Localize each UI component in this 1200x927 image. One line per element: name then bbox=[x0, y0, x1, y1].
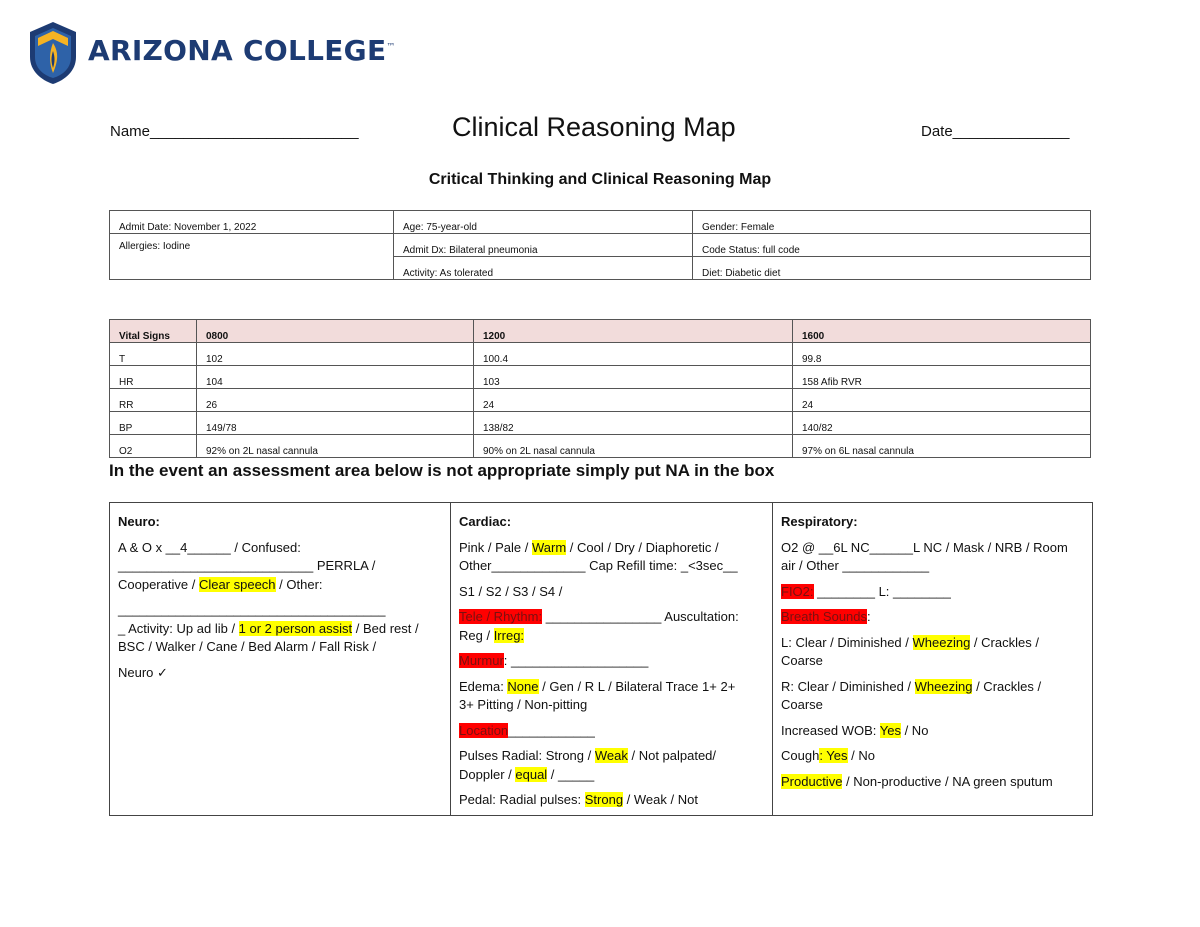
highlight-breath-sounds: Breath Sounds bbox=[781, 609, 868, 624]
vitals-cell: 24 bbox=[474, 389, 793, 412]
vitals-cell: 99.8 bbox=[793, 343, 1091, 366]
vitals-cell: 138/82 bbox=[474, 412, 793, 435]
vitals-cell: HR bbox=[110, 366, 197, 389]
resp-right-lung: R: Clear / Diminished / Wheezing / Crackles / Coarse bbox=[781, 678, 1042, 712]
admit-date: Admit Date: November 1, 2022 bbox=[110, 211, 394, 234]
code-status: Code Status: full code bbox=[693, 234, 1091, 257]
vitals-header-cell: Vital Signs bbox=[110, 320, 197, 343]
page-subtitle: Critical Thinking and Clinical Reasoning Map bbox=[428, 171, 772, 188]
allergies: Allergies: Iodine bbox=[110, 234, 394, 280]
highlight-none: None bbox=[507, 678, 539, 694]
brand-name: ARIZONA COLLEGE™ bbox=[88, 34, 396, 67]
highlight-wheezing-right: Wheezing bbox=[914, 678, 973, 694]
vitals-header-cell: 1600 bbox=[793, 320, 1091, 343]
resp-wob: Increased WOB: Yes / No bbox=[781, 722, 929, 738]
highlight-wob-yes: Yes bbox=[879, 722, 901, 738]
vitals-cell: 100.4 bbox=[474, 343, 793, 366]
table-row bbox=[110, 234, 1091, 257]
vitals-cell: RR bbox=[110, 389, 197, 412]
highlight-person-assist: 1 or 2 person assist bbox=[238, 620, 353, 636]
vitals-cell: O2 bbox=[110, 435, 197, 458]
vitals-cell: 104 bbox=[197, 366, 474, 389]
highlight-clear-speech: Clear speech bbox=[198, 576, 276, 592]
highlight-murmur: Murmur bbox=[459, 653, 504, 668]
vitals-header-row bbox=[110, 320, 1091, 343]
age: Age: 75-year-old bbox=[394, 211, 693, 234]
neuro-activity: _____________________________________ _ Activity: Up ad lib / 1 or 2 person assist / Bed rest / BSC / Walker / Cane / Bed Alarm / Fall Risk / bbox=[118, 602, 419, 654]
highlight-productive: Productive bbox=[781, 773, 843, 789]
resp-sputum: Productive / Non-productive / NA green sputum bbox=[781, 773, 1053, 789]
vitals-cell: T bbox=[110, 343, 197, 366]
activity: Activity: As tolerated bbox=[394, 257, 693, 280]
diet: Diet: Diabetic diet bbox=[693, 257, 1091, 280]
page-title: Clinical Reasoning Map bbox=[452, 112, 736, 142]
vitals-cell: 140/82 bbox=[793, 412, 1091, 435]
assessment-table bbox=[109, 502, 1093, 816]
respiratory-column bbox=[773, 503, 1089, 815]
cardiac-column bbox=[451, 503, 773, 815]
vitals-cell: 149/78 bbox=[197, 412, 474, 435]
cardiac-pulses: Pulses Radial: Strong / Weak / Not palpated/ Doppler / equal / _____ bbox=[459, 748, 717, 782]
resp-fio2: FIO2: ________ L: ________ bbox=[781, 583, 951, 599]
table-row bbox=[110, 211, 1091, 234]
table-row bbox=[110, 343, 1091, 366]
vitals-header-cell: 0800 bbox=[197, 320, 474, 343]
vitals-cell: 24 bbox=[793, 389, 1091, 412]
vitals-cell: 97% on 6L nasal cannula bbox=[793, 435, 1091, 458]
cardiac-skin: Pink / Pale / Warm / Cool / Dry / Diaphoretic / Other_____________ Cap Refill time: _<3sec__ bbox=[459, 539, 738, 573]
vitals-cell: 90% on 2L nasal cannula bbox=[474, 435, 793, 458]
neuro-column bbox=[110, 503, 451, 815]
highlight-tele-rhythm: Tele / Rhythm: bbox=[459, 609, 543, 624]
vitals-cell: 103 bbox=[474, 366, 793, 389]
resp-breath-sounds: Breath Sounds: bbox=[781, 609, 871, 624]
cardiac-heading: Cardiac: bbox=[459, 514, 512, 529]
table-row bbox=[110, 366, 1091, 389]
gender: Gender: Female bbox=[693, 211, 1091, 234]
cardiac-heart-sounds: S1 / S2 / S3 / S4 / bbox=[459, 583, 563, 599]
vitals-cell: 102 bbox=[197, 343, 474, 366]
cardiac-murmur: Murmur: ___________________ bbox=[459, 653, 649, 668]
neuro-check: Neuro ✓ bbox=[118, 664, 168, 680]
highlight-fio2: FIO2: bbox=[781, 583, 814, 599]
neuro-orientation: A & O x __4______ / Confused: ___________________________ PERRLA / Cooperative / Clear speech / Other: bbox=[118, 539, 376, 592]
table-row bbox=[110, 389, 1091, 412]
table-row bbox=[110, 435, 1091, 458]
arizona-college-shield-logo bbox=[28, 21, 78, 85]
vital-signs-table bbox=[109, 319, 1091, 458]
resp-cough: Cough: Yes / No bbox=[781, 748, 875, 763]
respiratory-heading: Respiratory: bbox=[781, 514, 858, 529]
cardiac-rhythm: Tele / Rhythm: ________________ Auscultation: Reg / Irreg: bbox=[459, 609, 739, 643]
vitals-cell: 26 bbox=[197, 389, 474, 412]
highlight-location: Location bbox=[459, 722, 509, 738]
highlight-cough-yes: : Yes bbox=[819, 748, 848, 763]
vitals-cell: 92% on 2L nasal cannula bbox=[197, 435, 474, 458]
vitals-cell: 158 Afib RVR bbox=[793, 366, 1091, 389]
patient-info-table bbox=[109, 210, 1091, 280]
cardiac-location: Location____________ bbox=[459, 722, 595, 738]
assessment-instructions: In the event an assessment area below is not appropriate simply put NA in the box bbox=[109, 461, 775, 480]
cardiac-pedal: Pedal: Radial pulses: Strong / Weak / Not bbox=[459, 792, 698, 807]
date-field: Date______________ bbox=[921, 123, 1070, 140]
vitals-cell: BP bbox=[110, 412, 197, 435]
highlight-irreg: Irreg: bbox=[493, 627, 525, 643]
highlight-wheezing-left: Wheezing bbox=[912, 634, 971, 650]
neuro-heading: Neuro: bbox=[118, 514, 160, 529]
cardiac-edema: Edema: None / Gen / R L / Bilateral Trace 1+ 2+ 3+ Pitting / Non-pitting bbox=[459, 678, 736, 712]
resp-left-lung: L: Clear / Diminished / Wheezing / Crackles / Coarse bbox=[781, 634, 1039, 668]
highlight-warm: Warm bbox=[531, 539, 567, 555]
admit-dx: Admit Dx: Bilateral pneumonia bbox=[394, 234, 693, 257]
highlight-equal: equal bbox=[515, 766, 548, 782]
table-row bbox=[110, 412, 1091, 435]
highlight-strong: Strong bbox=[584, 792, 624, 807]
vitals-header-cell: 1200 bbox=[474, 320, 793, 343]
resp-oxygen: O2 @ __6L NC______L NC / Mask / NRB / Room air / Other ____________ bbox=[781, 539, 1068, 573]
name-field: Name_________________________ bbox=[110, 123, 359, 140]
highlight-weak: Weak bbox=[594, 748, 628, 763]
